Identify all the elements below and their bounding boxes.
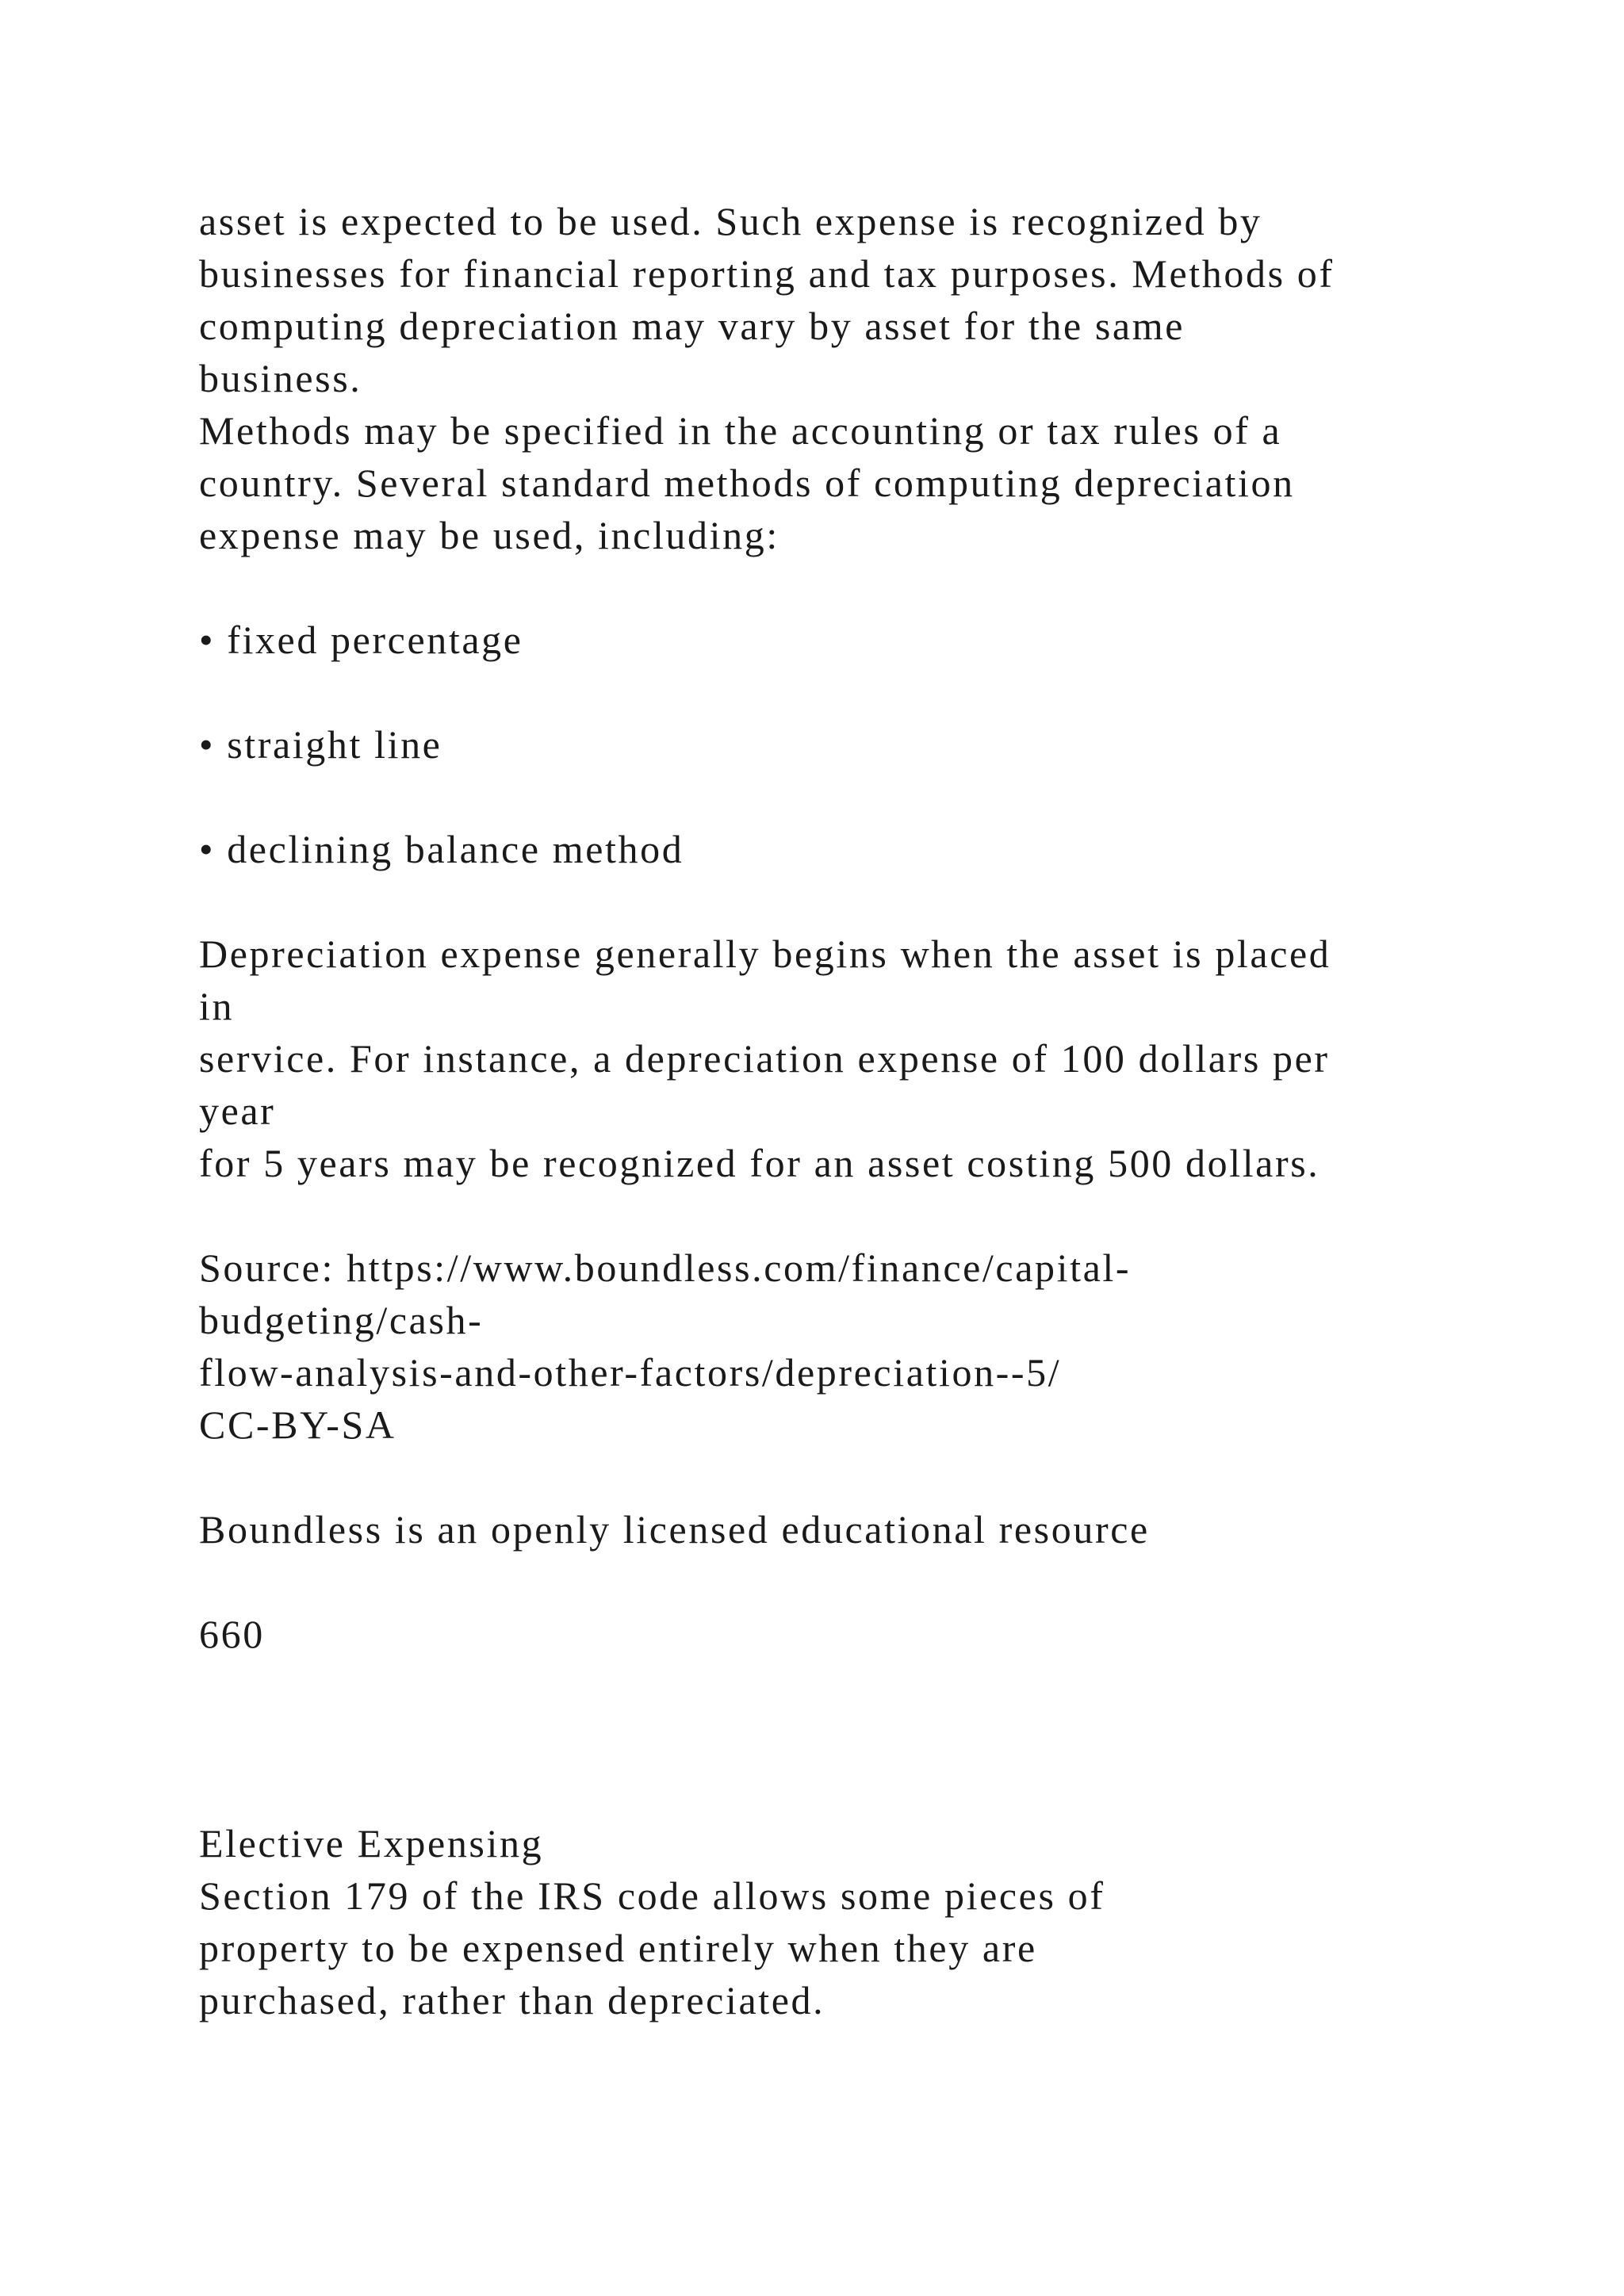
text-line: Boundless is an openly licensed educational resource [199, 1507, 1150, 1552]
blank-line [199, 1189, 1547, 1242]
blank-line [199, 771, 1547, 823]
source-line: budgeting/cash- [199, 1298, 484, 1342]
text-line: asset is expected to be used. Such expense is recognized by [199, 199, 1262, 243]
blank-line [199, 666, 1547, 718]
section-heading: Elective Expensing [199, 1821, 544, 1866]
text-line: service. For instance, a depreciation expense of 100 dollars per [199, 1036, 1330, 1081]
text-line: in [199, 984, 235, 1028]
source-line: Source: https://www.boundless.com/finance/capital- [199, 1246, 1132, 1290]
text-line: country. Several standard methods of computing depreciation [199, 461, 1295, 505]
blank-line [199, 875, 1547, 928]
text-line: for 5 years may be recognized for an asset costing 500 dollars. [199, 1141, 1320, 1185]
source-line: flow-analysis-and-other-factors/depreciation--5/ [199, 1350, 1062, 1395]
text-line: expense may be used, including: [199, 513, 779, 557]
blank-line [199, 561, 1547, 614]
text-line: property to be expensed entirely when they are [199, 1926, 1037, 1970]
blank-line [199, 1451, 1547, 1503]
page-number: 660 [199, 1612, 265, 1656]
text-line: businesses for financial reporting and tax purposes. Methods of [199, 251, 1335, 296]
bullet-item: • fixed percentage [199, 618, 523, 662]
text-line: year [199, 1089, 276, 1133]
blank-line [199, 1765, 1547, 1817]
text-line: computing depreciation may vary by asset for the same [199, 304, 1185, 348]
text-line: purchased, rather than depreciated. [199, 1978, 825, 2022]
license-line: CC-BY-SA [199, 1402, 396, 1447]
text-line: Depreciation expense generally begins when the asset is placed [199, 932, 1331, 976]
blank-line [199, 1712, 1547, 1765]
blank-line [199, 1556, 1547, 1608]
text-line: Methods may be specified in the accounting or tax rules of a [199, 408, 1282, 453]
bullet-item: • declining balance method [199, 827, 684, 871]
text-line: Section 179 of the IRS code allows some pieces of [199, 1873, 1105, 1918]
bullet-item: • straight line [199, 722, 442, 767]
blank-line [199, 1660, 1547, 1712]
text-line: business. [199, 356, 362, 400]
document-text [199, 195, 1547, 2026]
